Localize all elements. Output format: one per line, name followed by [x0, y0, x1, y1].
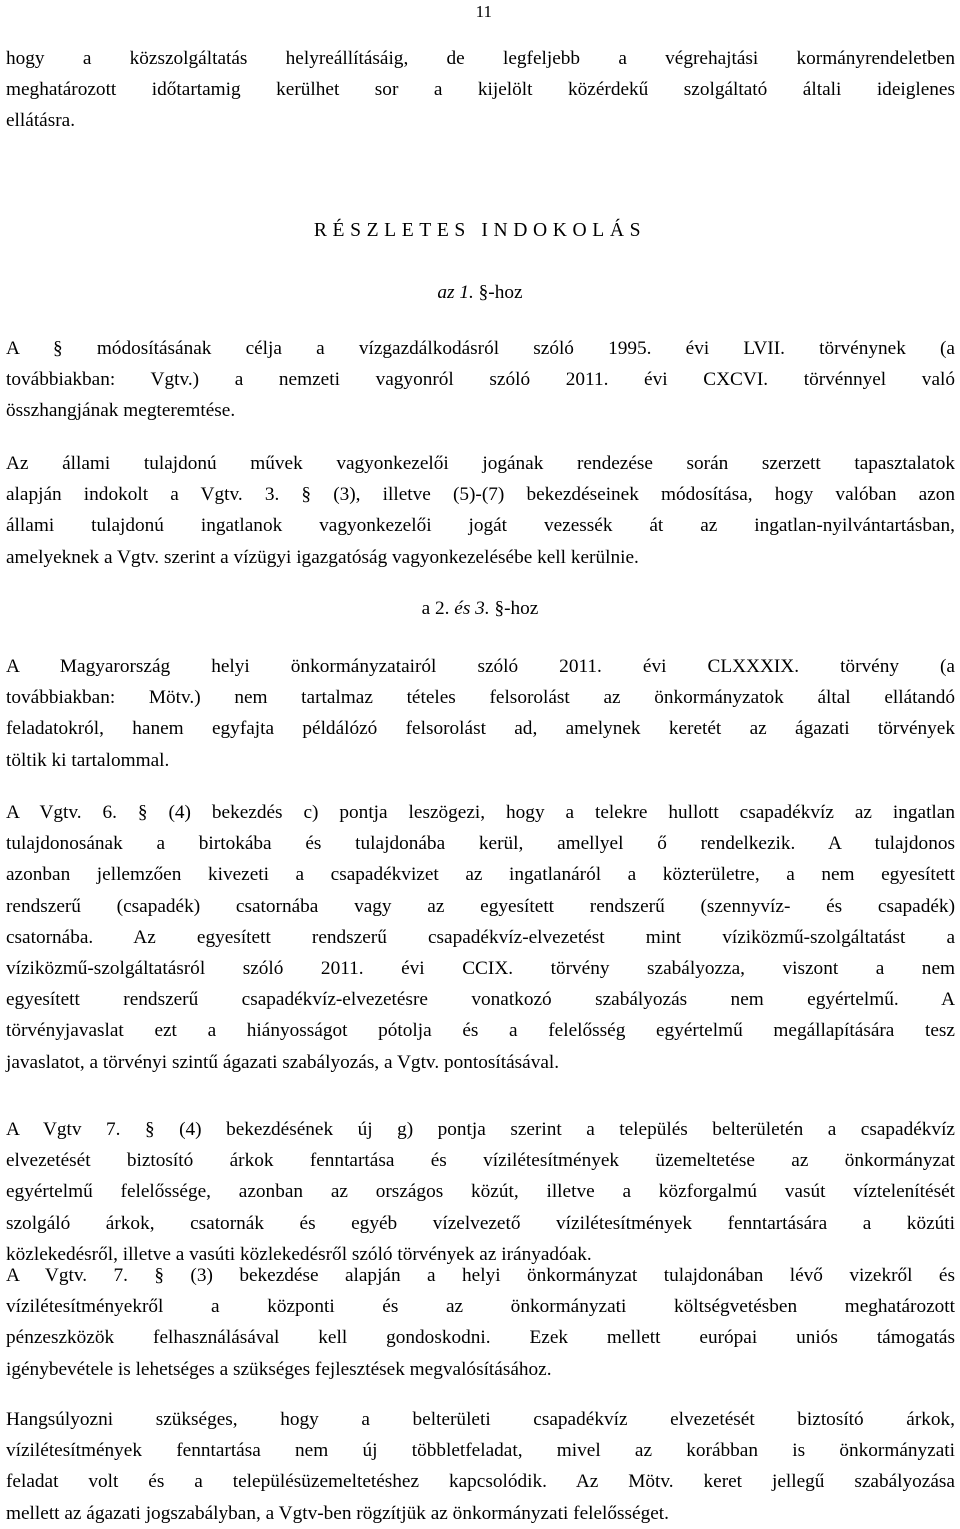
subsection-title-italic: az 1. [437, 282, 474, 303]
text-line: vízilétesítmények fenntartása nem új többletfeladat, mivel az korábban is önkormányzati [6, 1440, 955, 1462]
text-line: amelyeknek a Vgtv. szerint a vízügyi igazgatóság vagyonkezelésébe kell kerülnie. [6, 546, 639, 568]
intro-paragraph [6, 43, 955, 137]
text-line: alapján indokolt a Vgtv. 3. § (3), illetve (5)-(7) bekezdéseinek módosítása, hogy valóban azon [6, 484, 955, 506]
paragraph-section1-2 [6, 448, 955, 573]
text-line: egyesített rendszerű csapadékvíz-elvezetésre vonatkozó szabályozás nem egyértelmű. A [6, 989, 955, 1011]
text-line: A Magyarország helyi önkormányzatairól szóló 2011. évi CLXXXIX. törvény (a [6, 656, 955, 677]
text-line: mellett az ágazati jogszabályban, a Vgtv-ben rögzítjük az önkormányzati felelősséget. [6, 1502, 669, 1524]
text-line: egyértelmű felelőssége, azonban az országos közút, illetve a közforgalmú vasút víztelenítését [6, 1181, 955, 1203]
subsection-title-rest: §-hoz [473, 282, 523, 303]
paragraph-section2-5 [6, 1404, 955, 1529]
text-line: pénzeszközök felhasználásával kell gondoskodni. Ezek mellett európai uniós támogatás [6, 1327, 955, 1349]
text-line: ellátásra. [6, 110, 76, 132]
text-line: szolgáló árkok, csatornák és egyéb vízelvezető vízilétesítmények fenntartására a közúti [6, 1212, 955, 1234]
text-line: törvényjavaslat ezt a hiányosságot pótolja és a felelősség egyértelmű megállapítására tesz [6, 1020, 955, 1042]
subsection-title-italic: és 3. [454, 598, 490, 619]
paragraph-section2-1 [6, 651, 955, 776]
text-line: csatornába. Az egyesített rendszerű csapadékvíz-elvezetést mint víziközmű-szolgáltatást a [6, 926, 955, 948]
text-line: A Vgtv. 7. § (3) bekezdése alapján a helyi önkormányzat tulajdonában lévő vizekről és [6, 1265, 955, 1286]
subsection-title-1 [0, 277, 960, 308]
page-number: 11 [475, 2, 492, 21]
text-line: továbbiakban: Mötv.) nem tartalmaz tételes felsorolást az önkormányzatok által ellátandó [6, 687, 955, 709]
text-line: javaslatot, a törvényi szintű ágazati szabályozás, a Vgtv. pontosításával. [6, 1051, 560, 1073]
text-line: víziközmű-szolgáltatásról szóló 2011. évi CCIX. törvény szabályozza, viszont a nem [6, 958, 955, 980]
text-line: hogy a közszolgáltatás helyreállításáig, de legfeljebb a végrehajtási kormányrendeletben [6, 48, 955, 69]
text-line: vízilétesítményekről a központi és az önkormányzati költségvetésben meghatározott [6, 1296, 955, 1318]
text-line: Hangsúlyozni szükséges, hogy a belterületi csapadékvíz elvezetését biztosító árkok, [6, 1409, 955, 1430]
subsection-title-rest: §-hoz [489, 598, 539, 619]
text-line: igénybevétele is lehetséges a szükséges fejlesztések megvalósításához. [6, 1358, 552, 1380]
paragraph-section2-4 [6, 1260, 955, 1385]
subsection-title-prefix: a 2. [421, 598, 455, 619]
text-line: rendszerű (csapadék) csatornába vagy az egyesített rendszerű (szennyvíz- és csapadék) [6, 895, 955, 917]
text-line: feladat volt és a településüzemeltetéshez kapcsolódik. Az Mötv. keret jellegű szabályozása [6, 1471, 955, 1493]
text-line: azonban jellemzően kivezeti a csapadékvizet az ingatlanáról a közterületre, a nem egyesített [6, 864, 955, 886]
text-line: meghatározott időtartamig kerülhet sor a kijelölt közérdekű szolgáltató általi ideiglenes [6, 79, 955, 101]
text-line: feladatokról, hanem egyfajta példálózó felsorolást ad, amelynek keretét az ágazati törvények [6, 718, 955, 740]
text-line: A § módosításának célja a vízgazdálkodásról szóló 1995. évi LVII. törvénynek (a [6, 338, 955, 359]
text-line: A Vgtv 7. § (4) bekezdésének új g) pontja szerint a település belterületén a csapadékvíz [6, 1119, 955, 1140]
paragraph-section2-2 [6, 797, 955, 1078]
text-line: összhangjának megteremtése. [6, 400, 236, 422]
text-line: állami tulajdonú ingatlanok vagyonkezelői jogát vezessék át az ingatlan-nyilvántartásban, [6, 515, 955, 537]
section-heading: RÉSZLETES INDOKOLÁS [313, 220, 647, 241]
text-line: továbbiakban: Vgtv.) a nemzeti vagyonról szóló 2011. évi CXCVI. törvénnyel való [6, 369, 955, 391]
text-line: közlekedésről, illetve a vasúti közlekedésről szóló törvények az irányadóak. [6, 1243, 592, 1265]
text-line: tulajdonosának a birtokába és tulajdonába kerül, amellyel ő rendelkezik. A tulajdonos [6, 833, 955, 855]
paragraph-section1-1 [6, 333, 955, 427]
text-line: elvezetését biztosító árkok fenntartása és vízilétesítmények üzemeltetése az önkormányzat [6, 1150, 955, 1172]
subsection-title-2 [0, 593, 960, 624]
paragraph-section2-3 [6, 1114, 955, 1270]
text-line: A Vgtv. 6. § (4) bekezdés c) pontja leszögezi, hogy a telekre hullott csapadékvíz az ingatlan [6, 802, 955, 823]
text-line: Az állami tulajdonú művek vagyonkezelői jogának rendezése során szerzett tapasztalatok [6, 453, 955, 474]
text-line: töltik ki tartalommal. [6, 749, 170, 771]
